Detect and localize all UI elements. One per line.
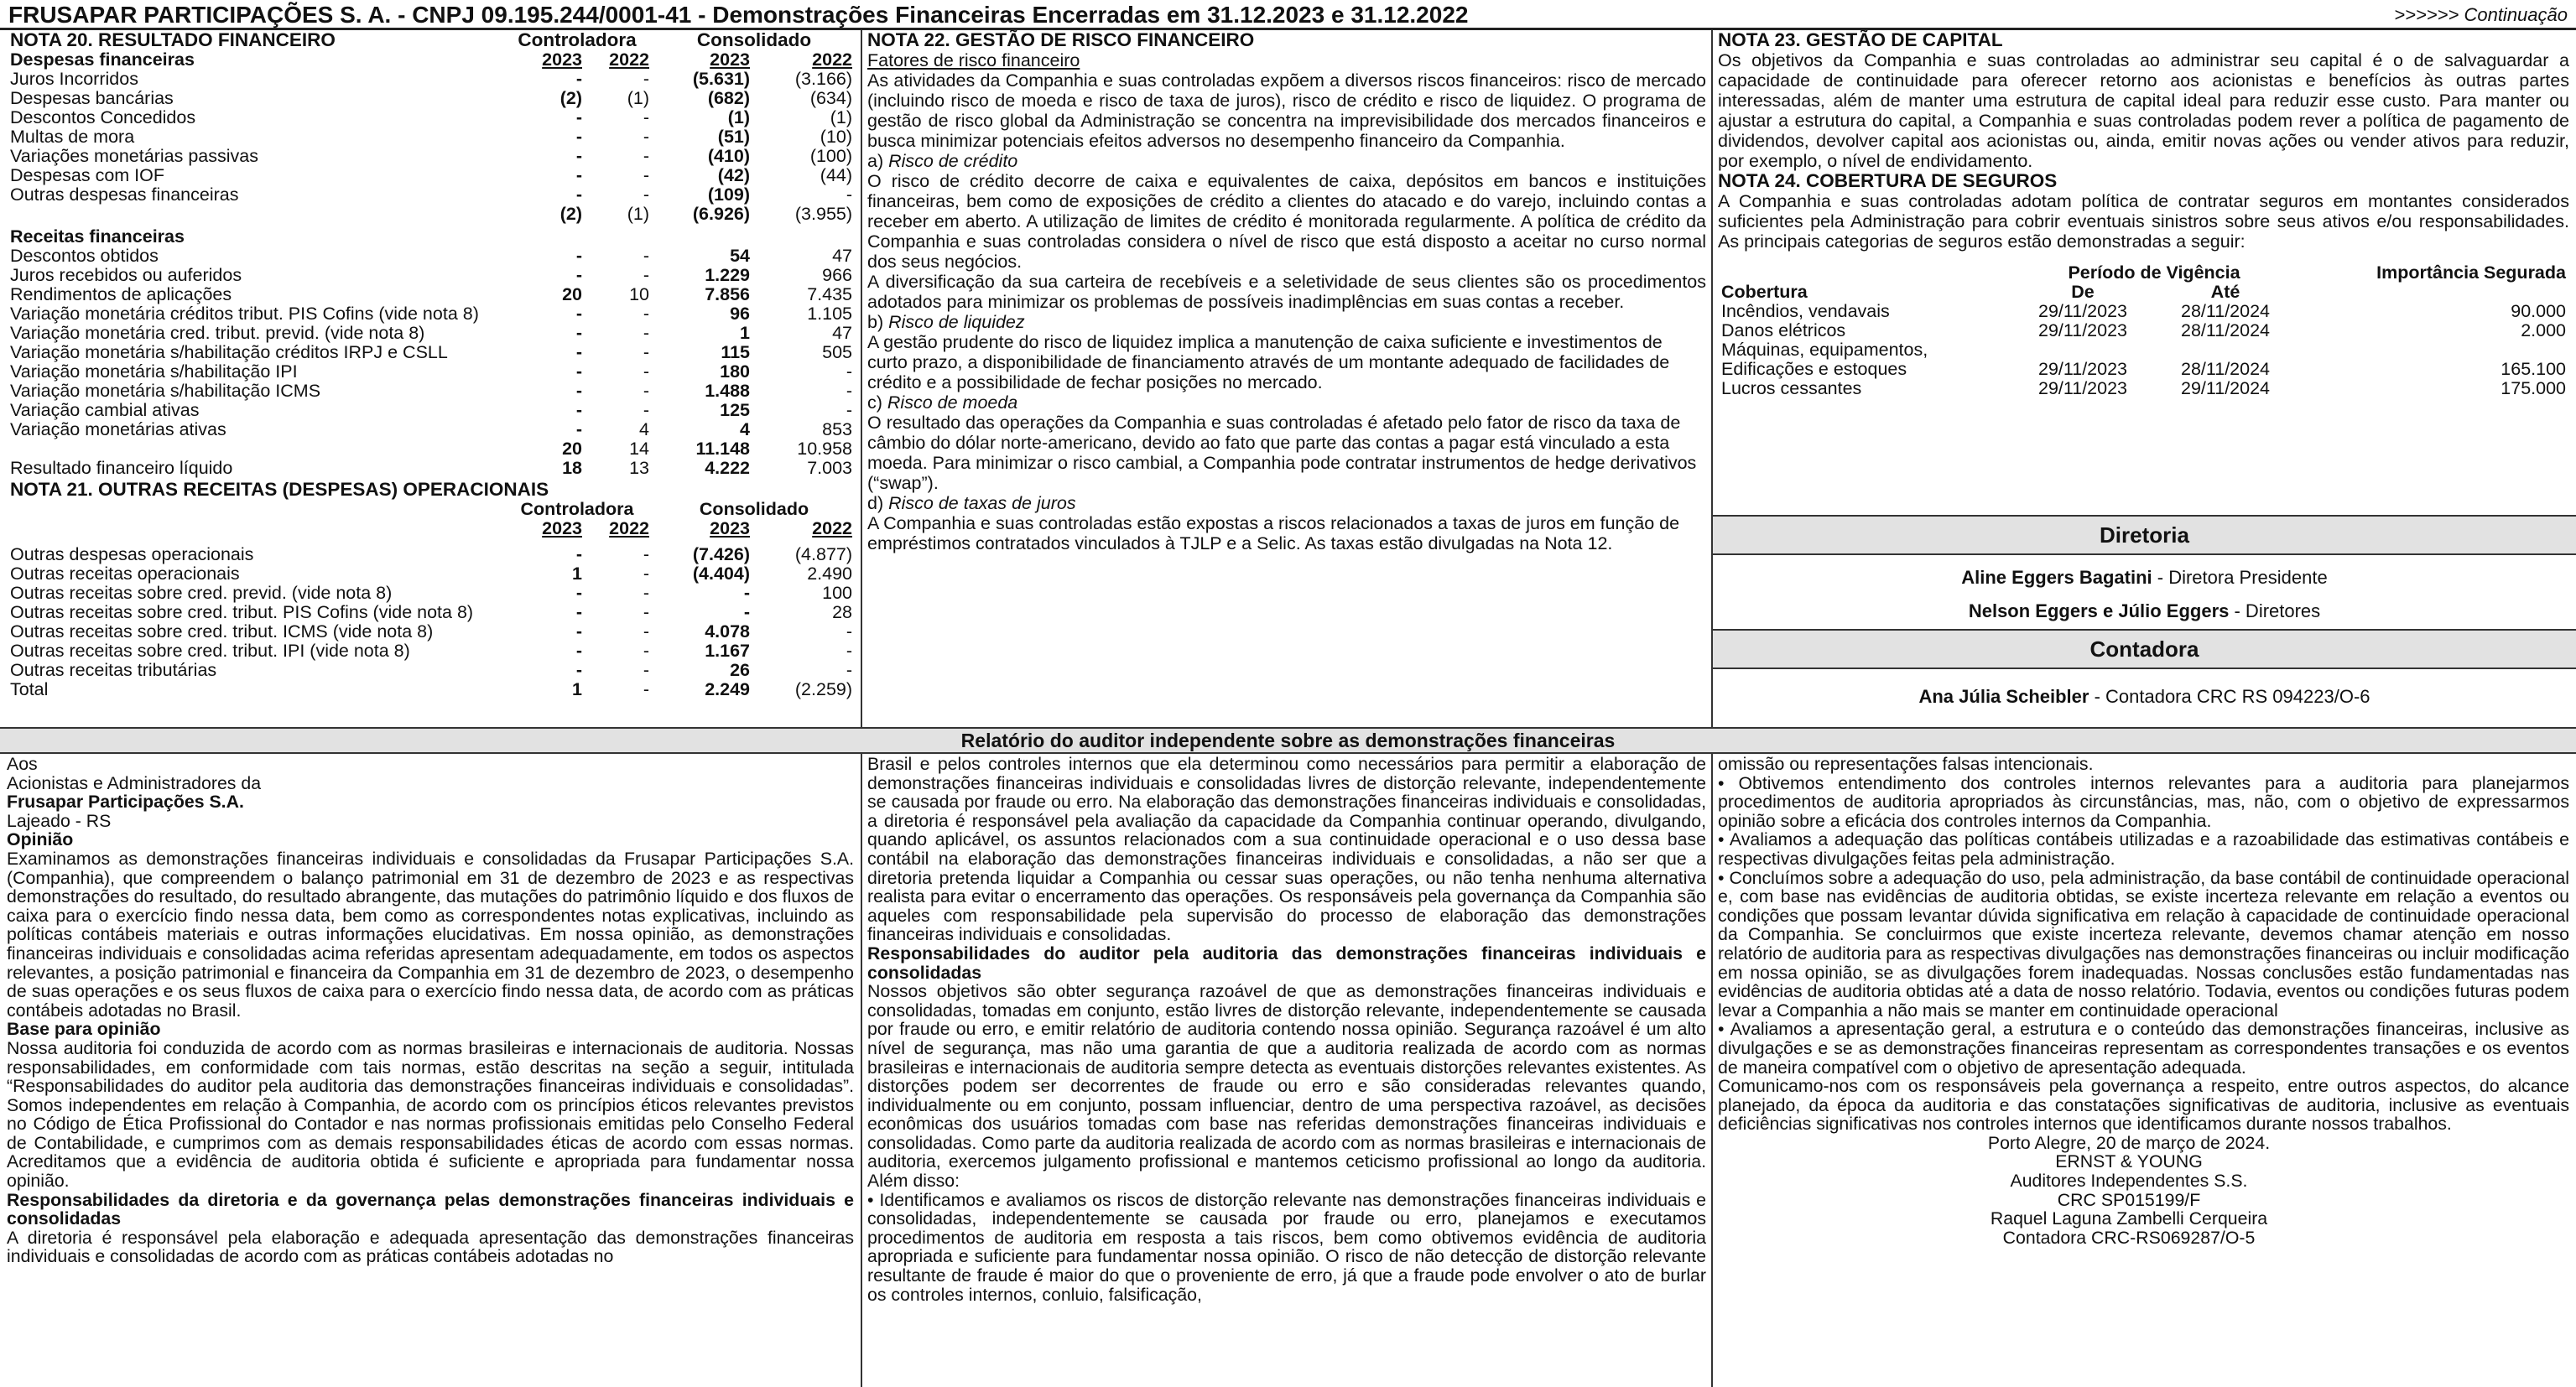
year-header: 2023 bbox=[710, 50, 751, 70]
item-label: b) bbox=[867, 312, 884, 332]
row-value: - bbox=[643, 343, 650, 362]
city-label: Lajeado - RS bbox=[7, 810, 112, 831]
row-value: - bbox=[846, 362, 853, 382]
diretoria-band bbox=[1713, 517, 2576, 553]
table-row bbox=[7, 247, 856, 266]
section-divider bbox=[1711, 668, 2576, 669]
consolidado-header: Consolidado bbox=[699, 500, 809, 519]
row-label: Despesas com IOF bbox=[10, 166, 164, 185]
row-label: Rendimentos de aplicações bbox=[10, 285, 232, 304]
total-value: 14 bbox=[629, 439, 650, 459]
section-divider bbox=[0, 752, 2576, 754]
signature-block bbox=[1827, 1134, 2431, 1248]
row-value: - bbox=[643, 642, 649, 661]
nota24-title: NOTA 24. COBERTURA DE SEGUROS bbox=[1718, 170, 2058, 191]
row-value: - bbox=[575, 247, 582, 266]
row-value: (5.631) bbox=[692, 70, 751, 89]
comunicamo-text: Comunicamo-nos com os responsáveis pela governança a respeito, entre outros aspectos, do alcance planejado, da época da auditoria e das constatações significativas de auditoria, inclusive as eventuais deficiências significativas nos controles internos que identificamos durante nossos trabalhos. bbox=[1718, 1076, 2569, 1135]
row-value: - bbox=[846, 401, 853, 420]
cobertura-label bbox=[1718, 302, 2011, 321]
resp-diretoria-text: A diretoria é responsável pela elaboração e adequada apresentação das demonstrações financeiras individuais e consolidadas de acordo com as práticas contábeis adotadas no bbox=[7, 1227, 854, 1267]
row-label: Descontos Concedidos bbox=[10, 108, 196, 127]
row-label: Outras receitas sobre cred. tribut. PIS Cofins (vide nota 8) bbox=[10, 603, 474, 622]
table-row bbox=[7, 343, 856, 362]
row-value: (2.259) bbox=[794, 680, 853, 699]
row-value: (3.166) bbox=[794, 70, 853, 89]
row-value: - bbox=[575, 642, 582, 661]
controladora-header: Controladora bbox=[520, 500, 634, 519]
auditor-col-2 bbox=[867, 755, 1706, 1387]
nota20-title: NOTA 20. RESULTADO FINANCEIRO bbox=[10, 30, 336, 50]
row-label: Variação monetárias ativas bbox=[10, 420, 226, 439]
row-value: - bbox=[575, 584, 582, 603]
row-value: 26 bbox=[730, 661, 750, 680]
nota21-table bbox=[7, 480, 856, 699]
total-value: 10.958 bbox=[797, 439, 853, 459]
auditor-col-1 bbox=[7, 755, 854, 1387]
risco-credito-text: O risco de crédito decorre de caixa e equivalentes de caixa, depósitos em bancos e instituições financeiras, bem como de exposições de crédito a clientes do atacado e do varejo, incluindo contas a receber em aberto. A utilização de limites de crédito é monitorada regularmente. A política de crédito da Companhia e suas controladas considera o nível de risco que está disposto a aceitar no curso normal dos seus negócios. bbox=[867, 171, 1706, 272]
nota24-text: A Companhia e suas controladas adotam política de contratar seguros em montantes considerados suficientes pela Administração para cobrir eventuais sinistros sobre seus ativos e/ou responsabilidades. As principais categorias de seguros estão demonstradas a seguir: bbox=[1718, 191, 2569, 252]
risco-credito-title: Risco de crédito bbox=[888, 151, 1018, 171]
diretoria-line-2 bbox=[1713, 600, 2576, 622]
row-label: Outras receitas sobre cred. previd. (vide nota 8) bbox=[10, 584, 393, 603]
nota21-title: NOTA 21. OUTRAS RECEITAS (DESPESAS) OPERACIONAIS bbox=[10, 480, 549, 500]
bullet-concluimos: • Concluímos sobre a adequação do uso, pela administração, da base contábil de continuidade operacional e, com base nas evidências de auditoria obtidas, se existe incerteza relevante em relação a eventos ou condições que possam levantar dúvida significativa em relação à capacidade de continuidade operacional da Companhia. Se concluirmos que existe incerteza relevante, devemos chamar atenção em nosso relatório de auditoria para as respectivas divulgações nas demonstrações financeiras ou incluir modificação em nossa opinião, se as divulgações forem inadequadas. Nossas conclusões estão fundamentadas nas evidências de auditoria obtidas até a data de nosso relatório. Todavia, eventos ou condições futuras podem levar a Companhia a não mais se manter em continuidade operacional bbox=[1718, 867, 2569, 1021]
table-row bbox=[7, 564, 856, 584]
resp-auditor-title: Responsabilidades do auditor pela auditoria das demonstrações financeiras individuais e consolidadas bbox=[867, 943, 1706, 983]
row-value: 180 bbox=[720, 362, 751, 382]
row-value: - bbox=[743, 603, 750, 622]
row-value: - bbox=[846, 642, 853, 661]
contadora-role: - Contadora CRC RS 094223/O-6 bbox=[2089, 686, 2370, 707]
year-header: 2023 bbox=[710, 519, 750, 538]
row-value: - bbox=[575, 661, 582, 680]
row-value: - bbox=[575, 185, 582, 205]
table-row bbox=[7, 266, 856, 285]
row-value: (109) bbox=[707, 185, 751, 205]
row-value: - bbox=[575, 545, 582, 564]
base-title: Base para opinião bbox=[7, 1019, 161, 1040]
table-row bbox=[1718, 321, 2569, 340]
table-row bbox=[7, 147, 856, 166]
row-label: Descontos obtidos bbox=[10, 247, 159, 266]
table-row bbox=[7, 603, 856, 622]
row-value: 115 bbox=[721, 343, 751, 362]
row-value: 54 bbox=[730, 247, 751, 266]
row-label: Variações monetárias passivas bbox=[10, 147, 258, 166]
bullet-obtivemos: • Obtivemos entendimento dos controles internos relevantes para a auditoria para planejarmos procedimentos de auditoria apropriados às circunstâncias, mas, não, com o objetivo de expressarmos opinião sobre a eficácia dos controles internos da Companhia. bbox=[1718, 772, 2569, 831]
row-value: - bbox=[575, 362, 582, 382]
row-value: - bbox=[575, 127, 582, 147]
table-row bbox=[1718, 379, 2569, 398]
total-value: 11.148 bbox=[695, 439, 751, 459]
table-row bbox=[7, 285, 856, 304]
row-value: 100 bbox=[822, 584, 853, 603]
table-row bbox=[7, 362, 856, 382]
row-value: - bbox=[575, 147, 582, 166]
row-value: - bbox=[846, 622, 853, 642]
row-value: - bbox=[643, 185, 650, 205]
row-value: - bbox=[575, 324, 582, 343]
row-value: - bbox=[643, 603, 649, 622]
controladora-header: Controladora bbox=[518, 30, 637, 50]
row-value: - bbox=[846, 185, 853, 205]
row-value: - bbox=[643, 401, 650, 420]
item-label: d) bbox=[867, 493, 884, 513]
signer-name: Raquel Laguna Zambelli Cerqueira bbox=[1990, 1208, 2268, 1229]
seguro-valor: 90.000 bbox=[2511, 302, 2566, 321]
year-header: 2022 bbox=[609, 519, 649, 538]
row-label: Outras receitas sobre cred. tribut. ICMS (vide nota 8) bbox=[10, 622, 434, 642]
contadora-line bbox=[1713, 686, 2576, 708]
nota20-table bbox=[7, 30, 856, 478]
row-value: - bbox=[643, 147, 650, 166]
seguro-de: 29/11/2023 bbox=[2037, 321, 2127, 340]
total-value: (1) bbox=[627, 205, 650, 224]
row-value: (1) bbox=[727, 108, 751, 127]
consolidado-header: Consolidado bbox=[696, 30, 812, 50]
table-row bbox=[7, 304, 856, 324]
signer-crc: Contadora CRC-RS069287/O-5 bbox=[2002, 1227, 2256, 1248]
row-value: (410) bbox=[707, 147, 751, 166]
receitas-title: Receitas financeiras bbox=[10, 226, 185, 247]
row-value: 1.105 bbox=[807, 304, 853, 324]
row-label: Outras despesas financeiras bbox=[10, 185, 239, 205]
row-value: (100) bbox=[809, 147, 853, 166]
row-value: 20 bbox=[562, 285, 582, 304]
seguro-valor: 175.000 bbox=[2501, 379, 2566, 398]
dest-label: Acionistas e Administradores da bbox=[7, 772, 262, 793]
row-value: - bbox=[643, 362, 650, 382]
row-value: - bbox=[575, 420, 582, 439]
nota22-subtitle: Fatores de risco financeiro bbox=[867, 50, 1080, 70]
row-value: (42) bbox=[717, 166, 751, 185]
row-value: - bbox=[575, 382, 582, 401]
row-label: Despesas bancárias bbox=[10, 89, 174, 108]
bullet-avaliamos-apresentacao: • Avaliamos a apresentação geral, a estrutura e o conteúdo das demonstrações financeiras, inclusive as divulgações e se as demonstrações financeiras representam as correspondentes transações e os eventos de maneira compatível com o objetivo de apresentação adequada. bbox=[1718, 1019, 2569, 1078]
table-row bbox=[7, 324, 856, 343]
table-row bbox=[7, 89, 856, 108]
row-label: Juros Incorridos bbox=[10, 70, 138, 89]
opiniao-text: Examinamos as demonstrações financeiras individuais e consolidadas da Frusapar Participações S.A. (Companhia), que compreendem o balanço patrimonial em 31 de dezembro de 2023 e as respectivas demonstrações do resultado, do resultado abrangente, das mutações do patrimônio líquido e dos fluxos de caixa para o exercício findo nessa data, bem como as correspondentes notas explicativas, incluindo as políticas contábeis materiais e outras informações elucidativas. Em nossa opinião, as demonstrações financeiras individuais e consolidadas acima referidas apresentam adequadamente, em todos os aspectos relevantes, a posição patrimonial e financeira da Companhia em 31 de dezembro de 2023, o desempenho de suas operações e os seus fluxos de caixa para o exercício findo nessa data, de acordo com as práticas contábeis adotadas no Brasil. bbox=[7, 848, 854, 1021]
column-divider bbox=[1711, 754, 1713, 1387]
table-row bbox=[7, 382, 856, 401]
row-value: - bbox=[643, 382, 650, 401]
row-label: Variação cambial ativas bbox=[10, 401, 200, 420]
row-value: - bbox=[643, 324, 650, 343]
resultado-label: Resultado financeiro líquido bbox=[10, 459, 233, 478]
table-row bbox=[7, 70, 856, 89]
row-value: 4.078 bbox=[705, 622, 750, 642]
row-value: 505 bbox=[822, 343, 853, 362]
audit-firm: ERNST & YOUNG bbox=[2055, 1151, 2203, 1172]
row-value: - bbox=[643, 108, 650, 127]
row-value: 1 bbox=[572, 564, 582, 584]
row-value: - bbox=[575, 166, 582, 185]
row-value: - bbox=[575, 108, 582, 127]
cobertura-text: Máquinas, equipamentos, bbox=[1721, 340, 1928, 360]
table-row bbox=[7, 584, 856, 603]
row-label: Variação monetária s/habilitação ICMS bbox=[10, 382, 321, 401]
page-title: FRUSAPAR PARTICIPAÇÕES S. A. - CNPJ 09.195.244/0001-41 - Demonstrações Financeiras Encerradas em 31.12.2023 e 31.12.2022 bbox=[8, 2, 1469, 28]
row-value: - bbox=[575, 70, 582, 89]
row-value: 4 bbox=[740, 420, 751, 439]
table-row bbox=[7, 185, 856, 205]
row-value: - bbox=[643, 266, 650, 285]
nota23-text: Os objetivos da Companhia e suas controladas ao administrar seu capital é o de salvaguardar a capacidade de continuidade para oferecer retorno aos acionistas e benefícios às outras partes interessadas, além de manter uma estrutura de capital ideal para reduzir esse custo. Para manter ou ajustar a estrutura do capital, a Companhia e suas controladas podem rever a política de pagamento de dividendos, devolver capital aos acionistas ou, ainda, emitir novas ações ou vender ativos para reduzir, por exemplo, o nível de endividamento. bbox=[1718, 50, 2569, 171]
resp-diretoria-title: Responsabilidades da diretoria e da governança pelas demonstrações financeiras individuais e consolidadas bbox=[7, 1189, 854, 1229]
seguros-table bbox=[1718, 263, 2569, 398]
risco-credito-text-2: A diversificação da sua carteira de recebíveis e a seletividade de seus clientes são os procedimentos adotados para minimizar os problemas de possíveis inadimplências em suas contas a receber. bbox=[867, 272, 1706, 312]
row-value: - bbox=[643, 127, 650, 147]
table-row bbox=[7, 420, 856, 439]
row-value: - bbox=[643, 680, 649, 699]
cobertura-text: Edificações e estoques bbox=[1721, 359, 1907, 379]
diretora-role: - Diretora Presidente bbox=[2152, 567, 2328, 588]
seguro-ate: 28/11/2024 bbox=[2180, 302, 2270, 321]
item-label: c) bbox=[867, 392, 882, 413]
table-row bbox=[7, 108, 856, 127]
cobertura-label bbox=[1718, 340, 2011, 379]
row-value: - bbox=[575, 266, 582, 285]
seguro-de: 29/11/2023 bbox=[2037, 379, 2127, 398]
resp-diretoria-text-cont: Brasil e pelos controles internos que ela determinou como necessários para permitir a elaboração de demonstrações financeiras individuais e consolidadas livres de distorção relevante, independentemente se causada por fraude ou erro. Na elaboração das demonstrações financeiras individuais e consolidadas, a diretoria é responsável pela avaliação da capacidade da Companhia continuar operando, divulgando, quando aplicável, os assuntos relacionados com a sua continuidade operacional e o uso dessa base contábil na elaboração das demonstrações financeiras individuais e consolidadas, a não ser que a diretoria pretenda liquidar a Companhia ou cessar suas operações, ou não tenha nenhuma alternativa realista para evitar o encerramento das operações. Os responsáveis pela governança da Companhia são aqueles com responsabilidade pela supervisão do processo de elaboração das demonstrações financeiras individuais e consolidadas. bbox=[867, 755, 1706, 945]
row-value: (4.404) bbox=[692, 564, 750, 584]
row-value: 1.229 bbox=[705, 266, 751, 285]
ate-header: Até bbox=[2210, 283, 2240, 302]
row-value: - bbox=[575, 401, 582, 420]
column-divider bbox=[861, 754, 862, 1387]
row-value: 1.488 bbox=[705, 382, 751, 401]
row-value: 47 bbox=[832, 247, 853, 266]
row-value: - bbox=[643, 545, 649, 564]
row-value: 2.490 bbox=[807, 564, 853, 584]
seguro-valor: 2.000 bbox=[2521, 321, 2566, 340]
row-value: 47 bbox=[832, 324, 853, 343]
auditor-title: Relatório do auditor independente sobre as demonstrações financeiras bbox=[960, 730, 1616, 751]
page-header bbox=[0, 0, 2576, 30]
nota22-section bbox=[867, 30, 1706, 735]
row-value: - bbox=[643, 166, 650, 185]
row-label: Multas de mora bbox=[10, 127, 135, 147]
row-value: - bbox=[743, 584, 750, 603]
item-label: a) bbox=[867, 151, 884, 171]
row-value: - bbox=[643, 661, 649, 680]
table-row bbox=[7, 166, 856, 185]
resultado-value: 4.222 bbox=[705, 459, 751, 478]
cobertura-header: Cobertura bbox=[1721, 283, 1808, 302]
section-divider bbox=[1711, 553, 2576, 555]
company-name: Frusapar Participações S.A. bbox=[7, 792, 244, 813]
diretora-name: Aline Eggers Bagatini bbox=[1961, 567, 2152, 588]
signature-date: Porto Alegre, 20 de março de 2024. bbox=[1987, 1132, 2271, 1153]
row-label: Variação monetária s/habilitação créditos IRPJ e CSLL bbox=[10, 343, 448, 362]
auditor-col-3 bbox=[1718, 755, 2569, 1387]
row-value: - bbox=[643, 622, 649, 642]
seguro-de: 29/11/2023 bbox=[2037, 359, 2127, 379]
periodo-header: Período de Vigência bbox=[2068, 263, 2240, 283]
row-value: (682) bbox=[707, 89, 751, 108]
row-value: (51) bbox=[717, 127, 751, 147]
row-value: (44) bbox=[820, 166, 853, 185]
nota20-section bbox=[7, 30, 856, 735]
row-value: - bbox=[643, 584, 649, 603]
risco-moeda-title: Risco de moeda bbox=[887, 392, 1018, 413]
row-label: Outras receitas operacionais bbox=[10, 564, 240, 584]
row-value: - bbox=[575, 622, 582, 642]
row-value: (1) bbox=[830, 108, 853, 127]
risco-liquidez-text: A gestão prudente do risco de liquidez implica a manutenção de caixa suficiente e investimentos de curto prazo, a disponibilidade de financiamento através de um montante adequado de facilidades de crédito e a possibilidade de fechar posições no mercado. bbox=[867, 332, 1670, 392]
audit-firm-crc: CRC SP015199/F bbox=[2057, 1189, 2201, 1210]
seguro-valor: 165.100 bbox=[2501, 359, 2566, 379]
row-value: 2.249 bbox=[705, 680, 750, 699]
nota22-intro: As atividades da Companhia e suas controladas expõem a diversos riscos financeiros: risco de mercado (incluindo risco de moeda e risco de taxa de juros), risco de crédito e risco de liquidez. O programa de gestão de risco global da Administração se concentra na imprevisibilidade dos mercados financeiros e busca minimizar potenciais efeitos adversos no desempenho financeiro da Companhia. bbox=[867, 70, 1706, 151]
column-divider bbox=[861, 30, 862, 735]
row-value: 125 bbox=[720, 401, 751, 420]
row-label: Juros recebidos ou auferidos bbox=[10, 266, 242, 285]
cobertura-text: Incêndios, vendavais bbox=[1721, 302, 1890, 321]
row-label: Variação monetária s/habilitação IPI bbox=[10, 362, 298, 382]
row-value: (10) bbox=[820, 127, 853, 147]
row-label: Outras receitas sobre cred. tribut. IPI (vide nota 8) bbox=[10, 642, 410, 661]
contadora-title: Contadora bbox=[2089, 636, 2199, 662]
row-value: - bbox=[643, 564, 649, 584]
row-value: 1.167 bbox=[705, 642, 750, 661]
row-label: Outras receitas tributárias bbox=[10, 661, 217, 680]
row-value: 853 bbox=[822, 420, 853, 439]
row-value: 7.435 bbox=[807, 285, 853, 304]
cobertura-label bbox=[1718, 321, 2011, 340]
resp-auditor-text: Nossos objetivos são obter segurança razoável de que as demonstrações financeiras individuais e consolidadas, tomadas em conjunto, estão livres de distorção relevante, independentemente se causada por fraude ou erro, e emitir relatório de auditoria contendo nossa opinião. Segurança razoável é um alto nível de segurança, mas não uma garantia de que a auditoria realizada de acordo com as normas brasileiras e internacionais de auditoria sempre detecta as eventuais distorções relevantes existentes. As distorções podem ser decorrentes de fraude ou erro e são consideradas relevantes quando, individualmente ou em conjunto, possam influenciar, dentro de uma perspectiva razoável, as decisões econômicas dos usuários tomadas com base nas referidas demonstrações financeiras individuais e consolidadas. Como parte da auditoria realizada de acordo com as normas brasileiras e internacionais de auditoria, exercemos julgamento profissional e mantemos ceticismo profissional ao longo da auditoria. Além disso: bbox=[867, 981, 1706, 1192]
risco-juros-text: A Companhia e suas controladas estão expostas a riscos relacionados a taxas de juros em função de empréstimos contratados vinculados à TJLP e a Selic. As taxas estão divulgadas na Nota 12. bbox=[867, 513, 1680, 553]
opiniao-title: Opinião bbox=[7, 829, 74, 850]
bullet-identificamos: • Identificamos e avaliamos os riscos de distorção relevante nas demonstrações financeiras individuais e consolidadas, independentemente se causada por fraude ou erro, planejamos e executamos procedimentos de auditoria em resposta a tais riscos, bem como obtivemos evidência de auditoria apropriada e suficiente para fundamentar nossa opinião. O risco de não detecção de distorção relevante resultante de fraude é maior do que o proveniente de erro, já que a fraude pode envolver o ato de burlar os controles internos, conluio, falsificação, bbox=[867, 1189, 1706, 1305]
risco-juros-title: Risco de taxas de juros bbox=[888, 493, 1076, 513]
aos-label: Aos bbox=[7, 755, 38, 774]
row-value: - bbox=[846, 382, 853, 401]
cobertura-label bbox=[1718, 379, 2011, 398]
resultado-value: 7.003 bbox=[807, 459, 853, 478]
row-label: Variação monetária cred. tribut. previd. (vide nota 8) bbox=[10, 324, 425, 343]
risco-liquidez-title: Risco de liquidez bbox=[888, 312, 1025, 332]
row-value: (634) bbox=[809, 89, 853, 108]
cobertura-text: Lucros cessantes bbox=[1721, 379, 1862, 398]
row-value: - bbox=[846, 661, 853, 680]
row-value: 966 bbox=[822, 266, 853, 285]
table-row bbox=[7, 127, 856, 147]
row-value: - bbox=[575, 603, 582, 622]
de-header: De bbox=[2071, 283, 2095, 302]
year-header: 2022 bbox=[812, 519, 853, 538]
row-label: Variação monetária créditos tribut. PIS Cofins (vide nota 8) bbox=[10, 304, 479, 324]
nota22-title: NOTA 22. GESTÃO DE RISCO FINANCEIRO bbox=[867, 30, 1255, 50]
cobertura-text: Danos elétricos bbox=[1721, 321, 1846, 340]
diretoria-line-1 bbox=[1713, 567, 2576, 589]
row-value: - bbox=[575, 343, 582, 362]
seguro-ate: 28/11/2024 bbox=[2180, 321, 2270, 340]
table-row bbox=[7, 661, 856, 680]
row-value: 4 bbox=[639, 420, 650, 439]
row-value: 10 bbox=[629, 285, 650, 304]
diretores-names: Nelson Eggers e Júlio Eggers bbox=[1968, 600, 2230, 621]
risco-moeda-text: O resultado das operações da Companhia e suas controladas é afetado pelo fator de risco da taxa de câmbio do dólar norte-americano, devido ao fato que parte das contas a pagar está vinculado a esta moeda. Para minimizar o risco cambial, a Companhia pode contratar instrumentos de hedge derivativos (“swap”). bbox=[867, 413, 1697, 493]
row-value: 96 bbox=[730, 304, 751, 324]
year-header: 2022 bbox=[812, 50, 853, 70]
seguro-de: 29/11/2023 bbox=[2037, 302, 2127, 321]
nota23-title: NOTA 23. GESTÃO DE CAPITAL bbox=[1718, 30, 2003, 50]
diretoria-title: Diretoria bbox=[2100, 522, 2189, 548]
resultado-value: 13 bbox=[629, 459, 650, 478]
total-value: (6.926) bbox=[692, 205, 751, 224]
table-row bbox=[1718, 302, 2569, 321]
row-value: (2) bbox=[559, 89, 582, 108]
row-value: - bbox=[643, 70, 650, 89]
row-label: Total bbox=[10, 680, 49, 699]
seguro-ate: 29/11/2024 bbox=[2180, 379, 2270, 398]
resultado-value: 18 bbox=[562, 459, 582, 478]
auditor-band bbox=[0, 729, 2576, 752]
base-text: Nossa auditoria foi conduzida de acordo com as normas brasileiras e internacionais de auditoria. Nossas responsabilidades, em conformidade com tais normas, estão descritas na seção a seguir, intitulada “Responsabilidades do auditor pela auditoria das demonstrações financeiras individuais e consolidadas”. Somos independentes em relação à Companhia, de acordo com os princípios éticos relevantes previstos no Código de Ética Profissional do Contador e nas normas profissionais emitidas pelo Conselho Federal de Contabilidade, e cumprimos com as demais responsabilidades éticas de acordo com essas normas. Acreditamos que a evidência de auditoria obtida é suficiente e apropriada para fundamentar nossa opinião. bbox=[7, 1037, 854, 1192]
row-value: 1 bbox=[740, 324, 751, 343]
row-value: - bbox=[575, 304, 582, 324]
table-row bbox=[7, 642, 856, 661]
row-value: (4.877) bbox=[794, 545, 853, 564]
year-header: 2023 bbox=[542, 50, 582, 70]
row-value: 28 bbox=[832, 603, 853, 622]
importancia-header: Importância Segurada bbox=[2376, 263, 2566, 283]
table-row bbox=[7, 401, 856, 420]
year-header: 2022 bbox=[609, 50, 650, 70]
total-value: (2) bbox=[559, 205, 582, 224]
year-header: 2023 bbox=[542, 519, 582, 538]
seguro-ate: 28/11/2024 bbox=[2180, 359, 2270, 379]
table-row bbox=[7, 545, 856, 564]
contadora-name: Ana Júlia Scheibler bbox=[1918, 686, 2089, 707]
table-row bbox=[1718, 340, 2569, 379]
despesas-title: Despesas financeiras bbox=[10, 50, 195, 70]
audit-firm-2: Auditores Independentes S.S. bbox=[2010, 1171, 2248, 1192]
row-value: (1) bbox=[627, 89, 650, 108]
bullet-identificamos-cont: omissão ou representações falsas intencionais. bbox=[1718, 755, 2094, 774]
total-value: 20 bbox=[562, 439, 582, 459]
contadora-band bbox=[1713, 631, 2576, 668]
row-value: 7.856 bbox=[705, 285, 751, 304]
diretores-role: - Diretores bbox=[2229, 600, 2321, 621]
continuation-label: >>>>>> Continuação bbox=[2394, 4, 2568, 25]
table-row bbox=[7, 680, 856, 699]
row-label: Outras despesas operacionais bbox=[10, 545, 254, 564]
table-row bbox=[7, 622, 856, 642]
row-value: - bbox=[643, 247, 650, 266]
row-value: 1 bbox=[572, 680, 582, 699]
total-value: (3.955) bbox=[794, 205, 853, 224]
row-value: - bbox=[643, 304, 650, 324]
row-value: (7.426) bbox=[692, 545, 750, 564]
bullet-avaliamos-politicas: • Avaliamos a adequação das políticas contábeis utilizadas e a razoabilidade das estimativas contábeis e respectivas divulgações feitas pela administração. bbox=[1718, 829, 2569, 869]
